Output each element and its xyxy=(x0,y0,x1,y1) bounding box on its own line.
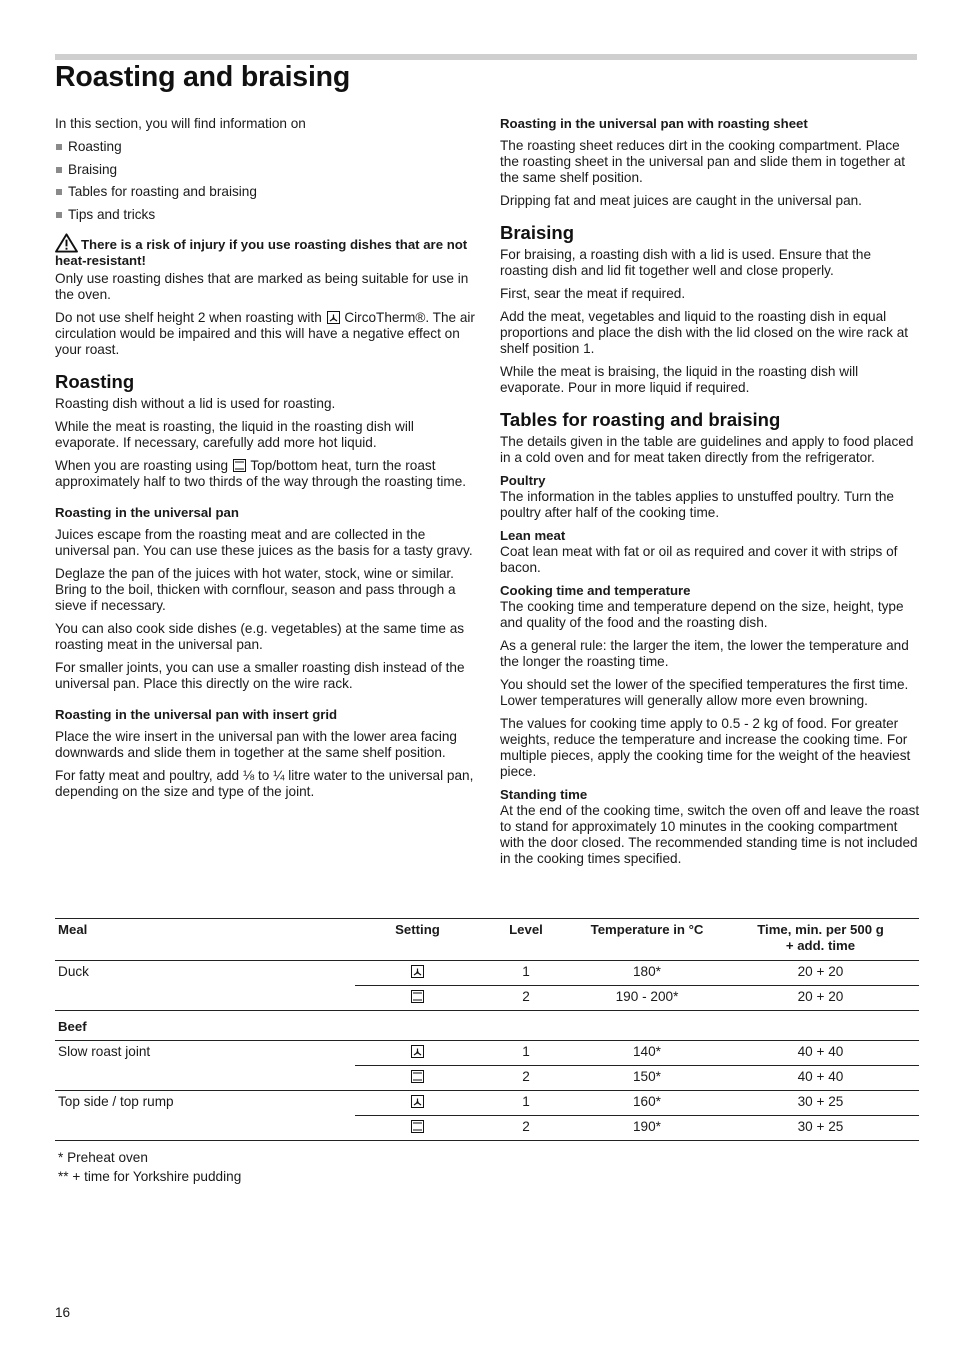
table-cell-level: 1 xyxy=(480,1041,572,1066)
list-item: Tables for roasting and braising xyxy=(55,184,475,200)
table-row xyxy=(55,961,919,986)
table-row xyxy=(55,986,919,1011)
poultry-heading: Poultry xyxy=(500,473,546,488)
list-item: Roasting xyxy=(55,139,475,155)
table-cell-setting xyxy=(355,961,480,986)
table-row xyxy=(55,1116,919,1141)
top-bottom-heat-icon xyxy=(411,990,424,1003)
header-time xyxy=(722,919,919,961)
shelf-note xyxy=(55,310,475,358)
lean-meat-text: Coat lean meat with fat or oil as required and cover it with strips of bacon. xyxy=(500,544,898,575)
header-setting: Setting xyxy=(355,919,480,961)
warning-icon xyxy=(55,233,78,253)
table-notes xyxy=(55,1148,919,1186)
tables-paragraph: The details given in the table are guidelines and apply to food placed in a cold oven and for meat taken directly from the refrigerator. xyxy=(500,434,914,465)
shelf-note-end: CircoTherm®. The air circulation would be impaired and this will have a negative effect on your roast. xyxy=(55,309,475,357)
table-cell-level: 2 xyxy=(480,986,572,1011)
table-cell-time: 40 + 40 xyxy=(722,1066,919,1091)
intro-text: In this section, you will find information on xyxy=(55,116,306,131)
warning-heading xyxy=(55,233,475,268)
table-cell-temperature: 150* xyxy=(572,1066,722,1091)
cooking-time-heading: Cooking time and temperature xyxy=(500,583,691,598)
table-cell-meal: Top side / top rump xyxy=(58,1094,174,1109)
table-cell-time: 30 + 25 xyxy=(722,1091,919,1116)
standing-time-text: At the end of the cooking time, switch the oven off and leave the roast to stand for approximately 10 minutes in the cooking compartment with the door closed. The recommended standing time is not included in the cooking times specified. xyxy=(500,803,920,866)
universal-pan-paragraph: Deglaze the pan of the juices with hot water, stock, wine or similar. Bring to the boil, thicken with cornflour, season and pass through a sieve if necessary. xyxy=(55,565,456,613)
roasting-paragraph: While the meat is roasting, the liquid in the roasting dish will evaporate. If necessary, carefully add more hot liquid. xyxy=(55,418,414,450)
table-cell-temperature: 160* xyxy=(572,1091,722,1116)
top-rule xyxy=(55,54,917,60)
cooking-paragraph: You should set the lower of the specified temperatures the first time. Lower temperatures will generally allow more even browning. xyxy=(500,677,909,708)
roasting-heading: Roasting xyxy=(55,370,135,392)
note-preheat: * Preheat oven xyxy=(58,1150,148,1165)
universal-pan-paragraph: Juices escape from the roasting meat and are collected in the universal pan. You can use these juices as the basis for a tasty gravy. xyxy=(55,526,473,558)
left-column xyxy=(55,116,475,807)
insert-grid-paragraph: Place the wire insert in the universal pan with the lower area facing downwards and slide them in together at the same shelf position. xyxy=(55,728,457,760)
table-cell-time: 20 + 20 xyxy=(722,961,919,986)
roasting-table xyxy=(55,918,919,1141)
header-time-line2: + add. time xyxy=(785,938,856,953)
table-cell-temperature: 190 - 200* xyxy=(572,986,722,1011)
table-cell-meal xyxy=(55,1066,355,1091)
lean-meat-heading: Lean meat xyxy=(500,528,566,543)
roasting-paragraph xyxy=(55,458,475,490)
table-cell-level: 2 xyxy=(480,1066,572,1091)
cooking-paragraph: The cooking time and temperature depend on the size, height, type and quality of the food and the roasting dish. xyxy=(500,599,904,630)
category-beef: Beef xyxy=(55,1011,919,1041)
table-cell-meal xyxy=(55,986,355,1011)
roasting-sheet-heading: Roasting in the universal pan with roasting sheet xyxy=(500,116,808,131)
table-cell-time: 30 + 25 xyxy=(722,1116,919,1141)
table-category-row xyxy=(55,1011,919,1041)
circotherm-icon xyxy=(327,311,340,324)
circotherm-icon xyxy=(411,1095,424,1108)
table-cell-setting xyxy=(355,1091,480,1116)
table-cell-setting xyxy=(355,986,480,1011)
header-temperature: Temperature in °C xyxy=(572,919,722,961)
table-cell-setting xyxy=(355,1066,480,1091)
table-cell-meal: Duck xyxy=(58,964,89,979)
table-cell-setting xyxy=(355,1116,480,1141)
roasting-sheet-paragraph: The roasting sheet reduces dirt in the cooking compartment. Place the roasting sheet in the universal pan and slide them in together at the same shelf position. xyxy=(500,138,906,185)
roasting-paragraph: Roasting dish without a lid is used for roasting. xyxy=(55,395,336,411)
standing-time-heading: Standing time xyxy=(500,787,588,802)
braising-paragraph: While the meat is braising, the liquid in the roasting dish will evaporate. Pour in more liquid if required. xyxy=(500,364,859,395)
list-item: Braising xyxy=(55,162,475,178)
table-cell-level: 1 xyxy=(480,1091,572,1116)
page-number: 16 xyxy=(55,1305,71,1320)
table-cell-time: 20 + 20 xyxy=(722,986,919,1011)
top-bottom-heat-icon xyxy=(411,1120,424,1133)
braising-heading: Braising xyxy=(500,222,575,243)
table-cell-meal xyxy=(55,1116,355,1141)
list-item: Tips and tricks xyxy=(55,207,475,223)
table-cell-temperature: 140* xyxy=(572,1041,722,1066)
warning-text: Only use roasting dishes that are marked as being suitable for use in the oven. xyxy=(55,270,469,302)
circotherm-icon xyxy=(411,1045,424,1058)
roasting-sheet-paragraph: Dripping fat and meat juices are caught in the universal pan. xyxy=(500,193,862,208)
top-bottom-heat-icon xyxy=(233,459,246,472)
braising-paragraph: For braising, a roasting dish with a lid is used. Ensure that the roasting dish and lid fit together well and close properly. xyxy=(500,247,872,278)
table-header-row xyxy=(55,919,919,961)
table-cell-temperature: 180* xyxy=(572,961,722,986)
roasting-note-end: Top/bottom heat, turn the roast approximately half to two thirds of the way through the roasting time. xyxy=(55,457,467,489)
table-cell-level: 2 xyxy=(480,1116,572,1141)
table-row xyxy=(55,1091,919,1116)
tables-heading: Tables for roasting and braising xyxy=(500,409,781,430)
braising-paragraph: Add the meat, vegetables and liquid to the roasting dish in equal proportions and place the dish with the lid closed on the wire rack at shelf position 1. xyxy=(500,309,909,356)
section-list xyxy=(55,139,475,223)
right-column xyxy=(500,116,920,874)
universal-pan-paragraph: For smaller joints, you can use a smaller roasting dish instead of the universal pan. Place this directly on the wire rack. xyxy=(55,659,465,691)
table-cell-level: 1 xyxy=(480,961,572,986)
header-meal: Meal xyxy=(55,919,355,961)
page-title: Roasting and braising xyxy=(55,61,351,93)
header-time-line1: Time, min. per 500 g xyxy=(757,922,884,937)
braising-paragraph: First, sear the meat if required. xyxy=(500,286,686,301)
poultry-text: The information in the tables applies to unstuffed poultry. Turn the poultry after half of the cooking time. xyxy=(500,489,894,520)
cooking-paragraph: The values for cooking time apply to 0.5 - 2 kg of food. For greater weights, reduce the temperature and increase the cooking time. For multiple pieces, apply the cooking time for the weight of the heaviest piece. xyxy=(500,716,911,779)
warning-title: There is a risk of injury if you use roasting dishes that are not heat-resistant! xyxy=(55,236,468,268)
note-yorkshire: ** + time for Yorkshire pudding xyxy=(58,1169,242,1184)
shelf-note-start: Do not use shelf height 2 when roasting with xyxy=(55,309,322,325)
roasting-note-start: When you are roasting using xyxy=(55,457,229,473)
insert-grid-paragraph: For fatty meat and poultry, add ⅛ to ¼ litre water to the universal pan, depending on the size and type of the joint. xyxy=(55,767,474,799)
universal-pan-heading: Roasting in the universal pan xyxy=(55,504,239,520)
header-level: Level xyxy=(480,919,572,961)
circotherm-icon xyxy=(411,965,424,978)
table-cell-time: 40 + 40 xyxy=(722,1041,919,1066)
roasting-table-wrapper xyxy=(55,918,919,1186)
table-cell-temperature: 190* xyxy=(572,1116,722,1141)
table-cell-setting xyxy=(355,1041,480,1066)
insert-grid-heading: Roasting in the universal pan with insert grid xyxy=(55,706,338,722)
table-cell-meal: Slow roast joint xyxy=(58,1044,151,1059)
cooking-paragraph: As a general rule: the larger the item, the lower the temperature and the longer the roasting time. xyxy=(500,638,909,669)
top-bottom-heat-icon xyxy=(411,1070,424,1083)
table-row xyxy=(55,1041,919,1066)
table-row xyxy=(55,1066,919,1091)
universal-pan-paragraph: You can also cook side dishes (e.g. vegetables) at the same time as roasting meat in the universal pan. xyxy=(55,620,465,652)
